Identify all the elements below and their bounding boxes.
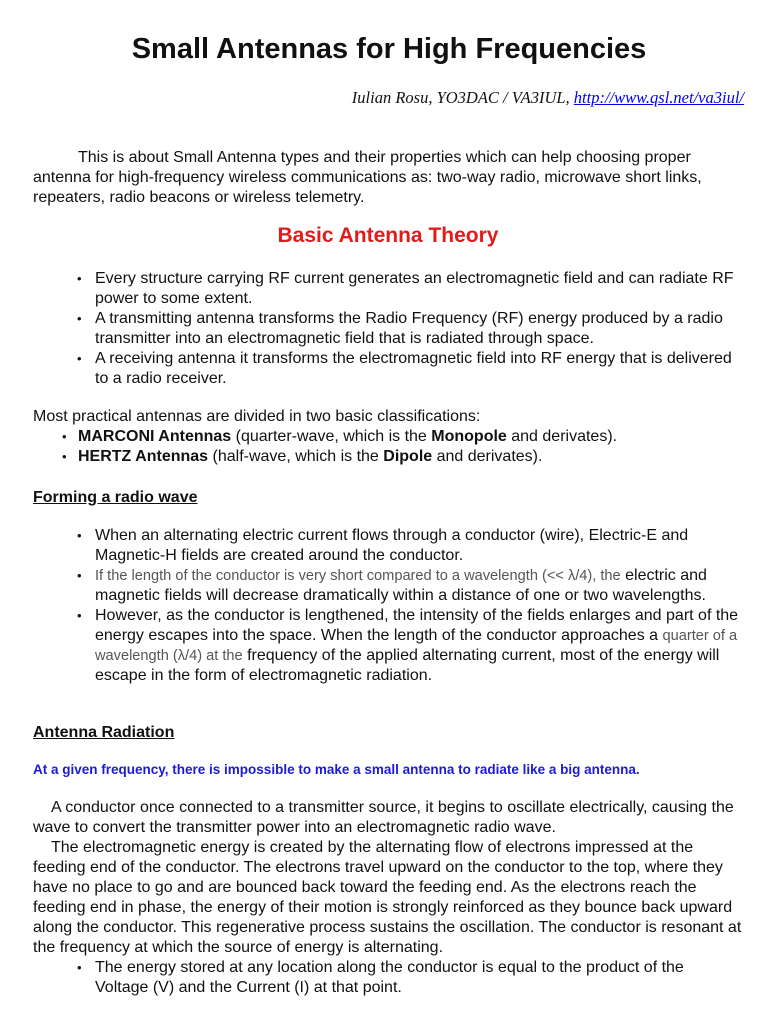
author-website-link[interactable]: http://www.qsl.net/va3iul/ (573, 88, 744, 107)
author-line (352, 88, 744, 108)
intro-paragraph: This is about Small Antenna types and their properties which can help choosing proper antenna for high-frequency wireless communications as: two-way radio, microwave short links, repeaters, radio beacons or wireless telemetry. (33, 149, 702, 206)
list-item: • A receiving antenna it transforms the electromagnetic field into RF energy that is delivered to a radio receiver. (95, 349, 735, 389)
antenna-type-name: HERTZ Antennas (78, 448, 209, 465)
radiation-list (95, 958, 735, 998)
list-item (95, 606, 745, 686)
subheading-antenna-radiation: Antenna Radiation (33, 724, 175, 741)
radiation-paragraph: The electromagnetic energy is created by the alternating flow of electrons impressed at the feeding end of the conductor. The electrons travel upward on the conductor to the top, where they have no place to go and are bounced back toward the feeding end. As the electrons reach the feeding end in phase, the energy of their motion is strongly reinforced as they bounce back upward along the conductor. This regenerative process sustains the oscillation. The conductor is resonant at the frequency at which the source of energy is alternating. (33, 839, 742, 956)
item-text: (quarter-wave, which is the (231, 428, 432, 445)
list-item-marconi (78, 427, 738, 447)
antenna-key-term: Dipole (383, 448, 433, 465)
item-text: frequency of the applied alternating current, most of the energy will escape in the form of electromagnetic radiation. (95, 647, 720, 684)
item-text: and derivates). (506, 428, 618, 445)
classifications-intro: Most practical antennas are divided in two basic classifications: (33, 408, 481, 425)
muted-text: quarter of a wavelength (λ/4) at the (95, 628, 738, 664)
muted-text: If the length of the conductor is very short compared to a wavelength (<< λ/4), the (95, 568, 621, 584)
antenna-type-name: MARCONI Antennas (78, 428, 232, 445)
subheading-forming-a-radio-wave: Forming a radio wave (33, 489, 198, 506)
section-heading-basic-antenna-theory: Basic Antenna Theory (277, 224, 499, 247)
list-item: • The energy stored at any location along the conductor is equal to the product of the Voltage (V) and the Current (I) at that point. (95, 958, 735, 998)
list-item: • A transmitting antenna transforms the Radio Frequency (RF) energy produced by a radio transmitter into an electromagnetic field that is radiated through space. (95, 309, 735, 349)
item-text: electric and magnetic fields will decrease dramatically within a distance of one or two wavelengths. (95, 567, 707, 604)
radiation-paragraph: A conductor once connected to a transmitter source, it begins to oscillate electrically, causing the wave to convert the transmitter power into an electromagnetic radio wave. (33, 799, 734, 836)
list-item (95, 566, 745, 606)
list-item: • Every structure carrying RF current generates an electromagnetic field and can radiate RF power to some extent. (95, 269, 735, 309)
list-item-hertz (78, 447, 738, 467)
author-name: Iulian Rosu, YO3DAC / VA3IUL, (351, 88, 574, 107)
item-text: (half-wave, which is the (208, 448, 384, 465)
document-title: Small Antennas for High Frequencies (131, 33, 647, 65)
item-text: and derivates). (432, 448, 543, 465)
antenna-key-term: Monopole (431, 428, 507, 445)
highlight-note: At a given frequency, there is impossible to make a small antenna to radiate like a big antenna. (33, 762, 640, 777)
forming-list (95, 526, 745, 686)
list-item: • When an alternating electric current flows through a conductor (wire), Electric-E and Magnetic-H fields are created around the conductor. (95, 526, 745, 566)
classifications-list (78, 427, 738, 467)
basic-theory-list (95, 269, 735, 389)
item-text: However, as the conductor is lengthened, the intensity of the fields enlarges and part of the energy escapes into the space. When the length of the conductor approaches a (95, 607, 739, 644)
